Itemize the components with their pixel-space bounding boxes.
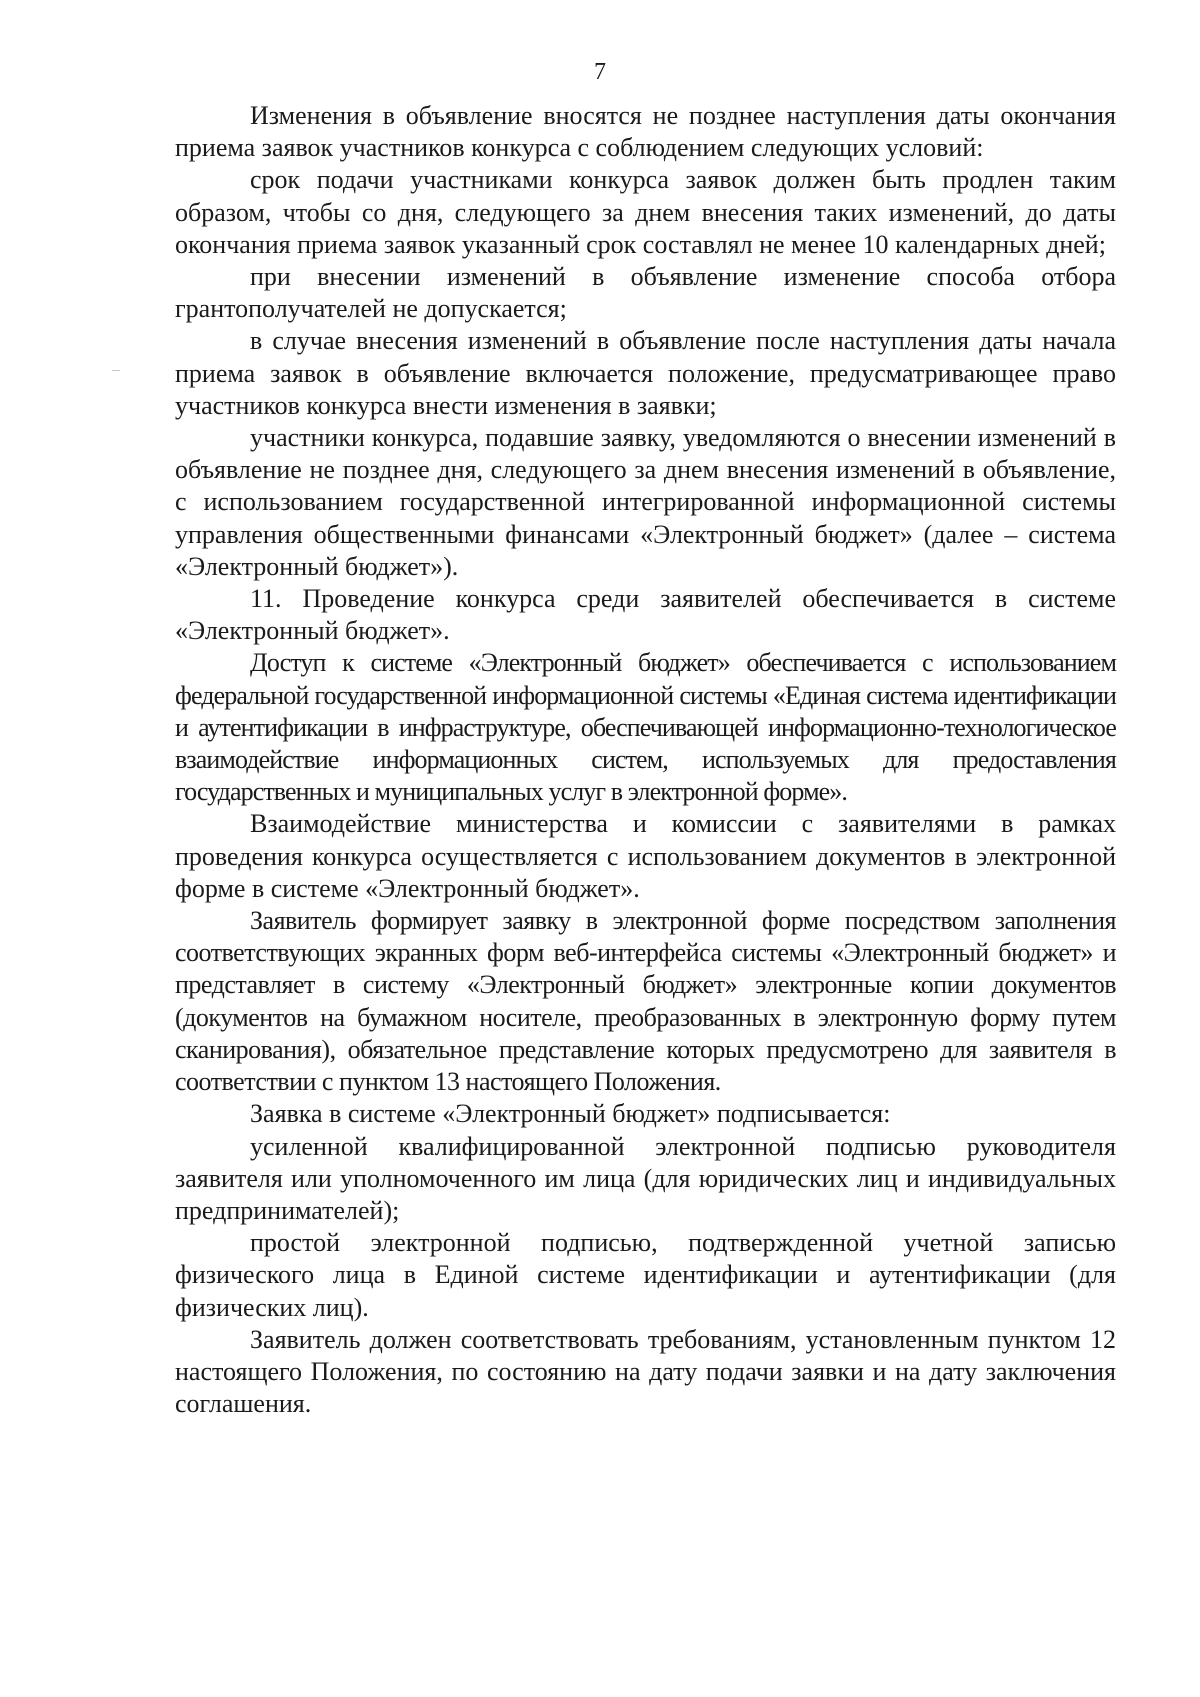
paragraph-applicant-requirements: Заявитель должен соответствовать требованиям, установленным пунктом 12 настоящего Положения, по состоянию на дату подачи заявки и на дату заключения соглашения. bbox=[175, 1324, 1116, 1419]
page-number: 7 bbox=[594, 59, 606, 85]
paragraph-application-forming: Заявитель формирует заявку в электронной форме посредством заполнения соответствующих экранных форм веб-интерфейса системы «Электронный бюджет» и представляет в систему «Электронный бюджет» электронные копии документов (документов на бумажном носителе, преобразованных в электронную форму путем сканирования), обязательное представление которых предусмотрено для заявителя в соответствии с пунктом 13 настоящего Положения. bbox=[175, 906, 1116, 1097]
paragraph-participant-notification: участники конкурса, подавшие заявку, уведомляются о внесении изменений в объявление не позднее дня, следующего за днем внесения изменений в объявление, с использованием государственной интегрированной информационной системы управления общественными финансами «Электронный бюджет» (далее – система «Электронный бюджет»). bbox=[175, 423, 1116, 581]
document-body bbox=[175, 100, 1116, 1420]
paragraph-qualified-signature: усиленной квалифицированной электронной подписью руководителя заявителя или уполномоченного им лица (для юридических лиц и индивидуальных предпринимателей); bbox=[175, 1131, 1116, 1225]
margin-mark bbox=[112, 370, 120, 371]
paragraph-selection-method: при внесении изменений в объявление изменение способа отбора грантополучателей не допускается; bbox=[175, 262, 1116, 324]
paragraph-interaction: Взаимодействие министерства и комиссии с заявителями в рамках проведения конкурса осуществляется с использованием документов в электронной форме в системе «Электронный бюджет». bbox=[175, 809, 1116, 903]
paragraph-changes-deadline: Изменения в объявление вносятся не позднее наступления даты окончания приема заявок участников конкурса с соблюдением следующих условий: bbox=[175, 101, 1116, 163]
paragraph-signing-intro: Заявка в системе «Электронный бюджет» подписывается: bbox=[250, 1099, 891, 1129]
paragraph-simple-signature: простой электронной подписью, подтвержденной учетной записью физического лица в Единой системе идентификации и аутентификации (для физических лиц). bbox=[175, 1228, 1116, 1322]
paragraph-system-access: Доступ к системе «Электронный бюджет» обеспечивается с использованием федеральной государственной информационной системы «Единая система идентификации и аутентификации в инфраструктуре, обеспечивающей информационно-технологическое взаимодействие информационных систем, используемых для предоставления государственных и муниципальных услуг в электронной форме». bbox=[175, 648, 1116, 807]
paragraph-item-11: 11. Проведение конкурса среди заявителей обеспечивается в системе «Электронный бюджет». bbox=[175, 584, 1116, 646]
paragraph-extension-term: срок подачи участниками конкурса заявок должен быть продлен таким образом, чтобы со дня, следующего за днем внесения таких изменений, до даты окончания приема заявок указанный срок составлял не менее 10 календарных дней; bbox=[175, 165, 1116, 259]
paragraph-changes-after-start: в случае внесения изменений в объявление после наступления даты начала приема заявок в объявление включается положение, предусматривающее право участников конкурса внести изменения в заявки; bbox=[175, 326, 1116, 420]
